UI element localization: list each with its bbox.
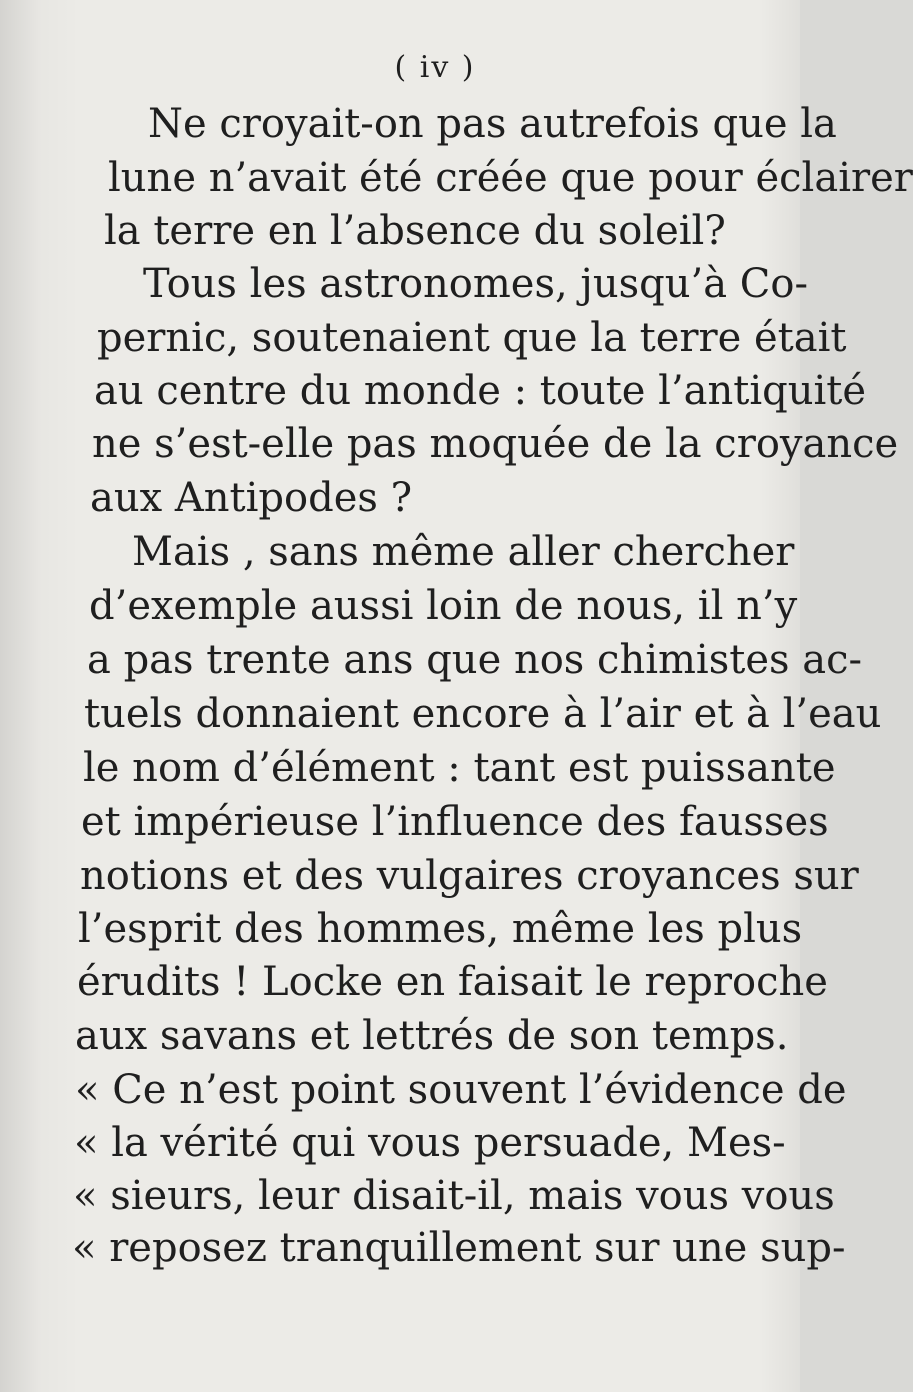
text-line-3: la terre en l’absence du soleil? (104, 208, 726, 254)
text-line-10: d’exemple aussi loin de nous, il n’y (89, 583, 798, 629)
page-number: ( iv ) (394, 50, 476, 85)
text-line-22: « reposez tranquillement sur une sup- (72, 1225, 846, 1271)
text-line-4: Tous les astronomes, jusqu’à Co- (143, 261, 808, 307)
text-line-13: le nom d’élément : tant est puissante (83, 745, 836, 791)
text-line-17: érudits ! Locke en faisait le reproche (77, 959, 828, 1005)
text-line-8: aux Antipodes ? (90, 475, 413, 521)
text-line-5: pernic, soutenaient que la terre était (97, 315, 847, 361)
text-line-1: Ne croyait-on pas autrefois que la (148, 101, 837, 147)
text-line-6: au centre du monde : toute l’antiquité (94, 368, 867, 414)
text-line-7: ne s’est-elle pas moquée de la croyance (92, 421, 899, 467)
text-line-16: l’esprit des hommes, même les plus (78, 906, 803, 952)
text-line-20: « la vérité qui vous persuade, Mes- (74, 1120, 786, 1166)
text-line-11: a pas trente ans que nos chimistes ac- (87, 637, 862, 683)
text-line-12: tuels donnaient encore à l’air et à l’eau (84, 691, 882, 737)
text-line-21: « sieurs, leur disait-il, mais vous vous (73, 1173, 835, 1219)
text-line-9: Mais , sans même aller chercher (132, 529, 795, 575)
text-line-2: lune n’avait été créée que pour éclairer (108, 155, 913, 201)
text-line-18: aux savans et lettrés de son temps. (75, 1013, 789, 1059)
text-line-19: « Ce n’est point souvent l’évidence de (75, 1067, 847, 1113)
text-line-14: et impérieuse l’influence des fausses (81, 799, 829, 845)
text-line-15: notions et des vulgaires croyances sur (80, 853, 859, 899)
